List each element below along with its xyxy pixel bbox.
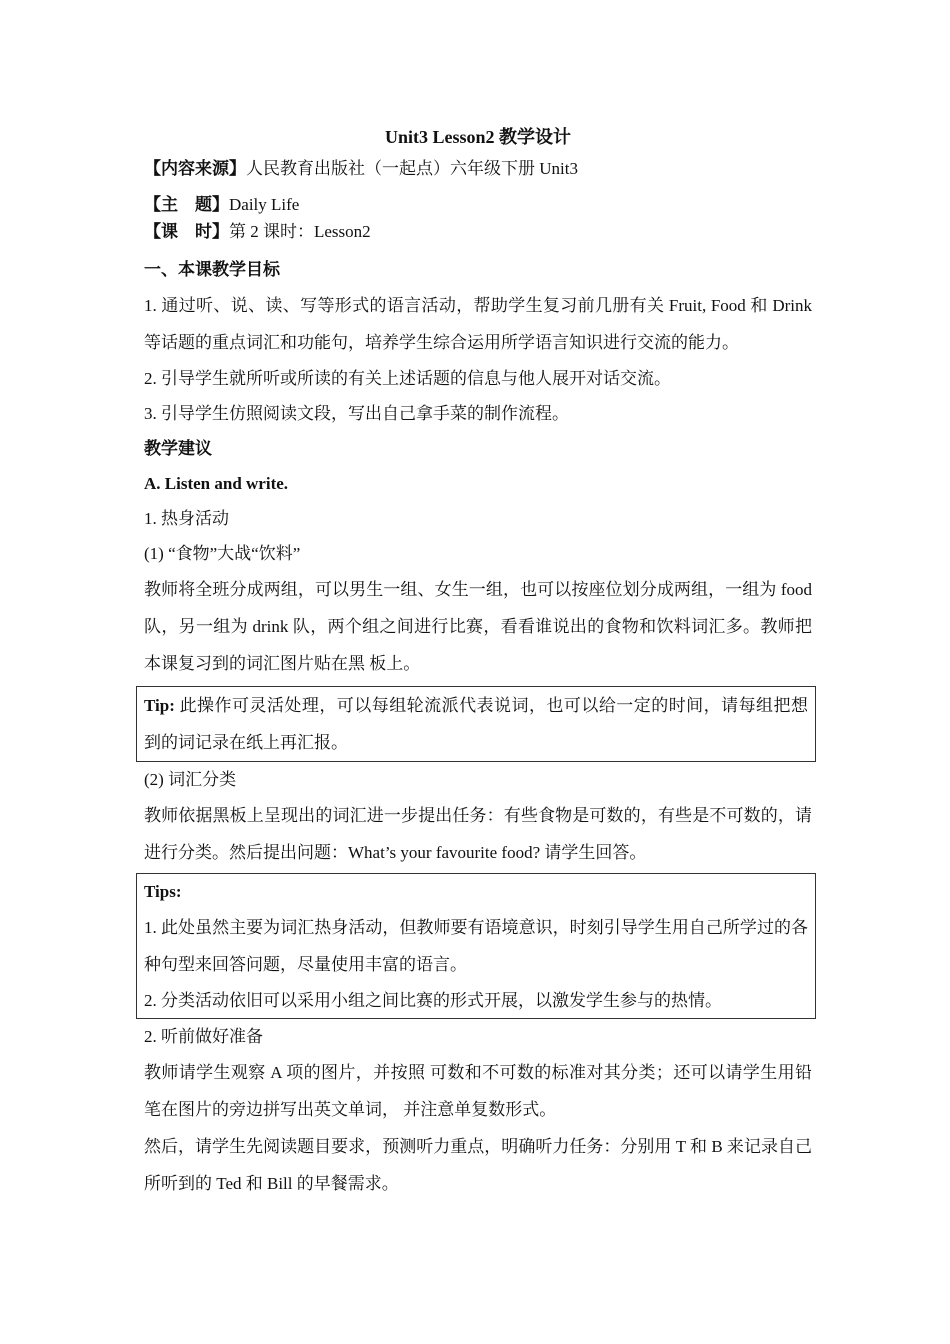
document-title: Unit3 Lesson2 教学设计: [384, 127, 572, 147]
document-body: [144, 122, 812, 1202]
meta-topic-label: 【主 题】: [144, 195, 229, 214]
meta-topic-value: Daily Life: [229, 195, 300, 214]
step-2-text-1: 教师请学生观察 A 项的图片，并按照 可数和不可数的标准对其分类；还可以请学生用铅笔在图片的旁边拼写出英文单词， 并注意单复数形式。: [144, 1063, 812, 1119]
meta-source: [144, 155, 812, 182]
step-1-1-heading: (1) “食物”大战“饮料”: [144, 544, 301, 563]
meta-source-label: 【内容来源】: [144, 159, 246, 178]
meta-source-value: 人民教育出版社（一起点）六年级下册 Unit3: [246, 159, 578, 178]
goal-2: 2. 引导学生就所听或所读的有关上述话题的信息与他人展开对话交流。: [144, 369, 671, 388]
step-1-heading: 1. 热身活动: [144, 509, 229, 528]
step-2-heading: 2. 听前做好准备: [144, 1027, 263, 1046]
step-1-2-heading: (2) 词汇分类: [144, 770, 237, 789]
tip-box-1: [136, 686, 816, 762]
part-a-heading: A. Listen and write.: [144, 474, 289, 493]
tip-2-item-2: 2. 分类活动依旧可以采用小组之间比赛的形式开展，以激发学生参与的热情。: [144, 991, 722, 1010]
step-1-1-text: 教师将全班分成两组，可以男生一组、女生一组，也可以按座位划分成两组，一组为 food 队，另一组为 drink 队，两个组之间进行比赛，看看谁说出的食物和饮料词汇多。教师把本课复习到的词汇图片贴在黑 板上。: [144, 580, 812, 673]
tip-1-label: Tip:: [144, 696, 175, 715]
section-heading-advice: 教学建议: [144, 439, 212, 458]
goal-1: 1. 通过听、说、读、写等形式的语言活动，帮助学生复习前几册有关 Fruit, Food 和 Drink 等话题的重点词汇和功能句，培养学生综合运用所学语言知识进行交流的能力。: [144, 296, 812, 352]
tip-2-label: Tips:: [144, 882, 182, 901]
tip-1-text: [144, 687, 808, 761]
tip-1-body: 此操作可灵活处理，可以每组轮流派代表说词，也可以给一定的时间，请每组把想到的词记录在纸上再汇报。: [144, 696, 808, 752]
step-2-text-2: 然后，请学生先阅读题目要求，预测听力重点，明确听力任务：分别用 T 和 B 来记录自己所听到的 Ted 和 Bill 的早餐需求。: [144, 1137, 812, 1193]
meta-period-value: 第 2 课时：Lesson2: [229, 222, 371, 241]
section-heading-goals: 一、本课教学目标: [144, 260, 280, 279]
step-1-2-text: 教师依据黑板上呈现出的词汇进一步提出任务：有些食物是可数的，有些是不可数的，请进行分类。然后提出问题：What’s your favourite food? 请学生回答。: [144, 806, 812, 862]
meta-period: [144, 218, 812, 245]
meta-topic: [144, 191, 812, 218]
tip-box-2: [136, 873, 816, 1019]
meta-period-label: 【课 时】: [144, 222, 229, 241]
goal-3: 3. 引导学生仿照阅读文段，写出自己拿手菜的制作流程。: [144, 404, 569, 423]
tip-2-item-1: 1. 此处虽然主要为词汇热身活动，但教师要有语境意识，时刻引导学生用自己所学过的各种句型来回答问题，尽量使用丰富的语言。: [144, 918, 808, 974]
